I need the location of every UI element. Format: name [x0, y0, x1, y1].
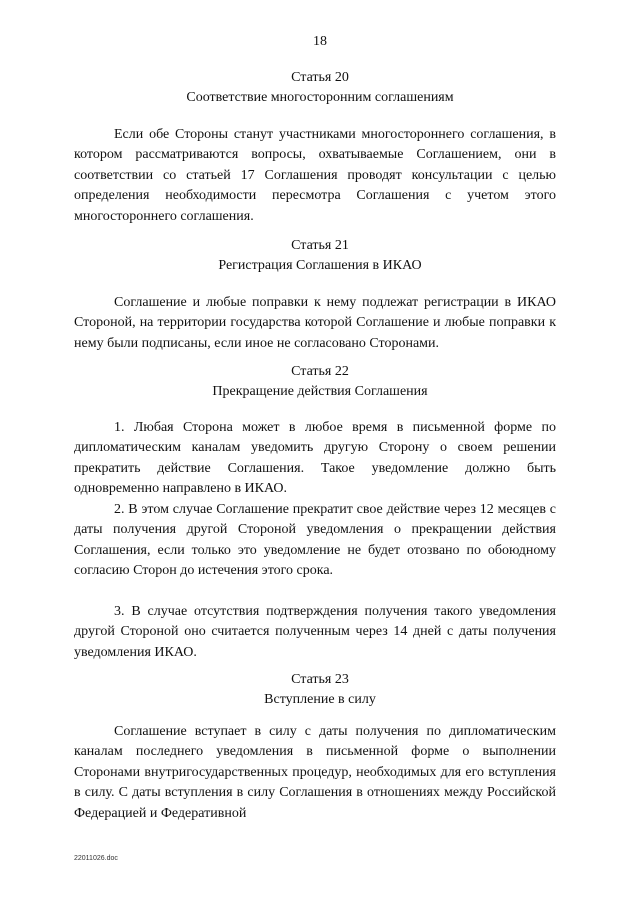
- article-20-number: Статья 20: [291, 70, 349, 85]
- article-22-paragraph-1: 1. Любая Сторона может в любое время в письменной форме по дипломатическим каналам уведомить другую Сторону о своем решении прекратить действие Соглашения. Такое уведомление должно быть одновременно направлено в ИКАО.: [74, 420, 556, 497]
- article-20-title: Соответствие многосторонним соглашениям: [186, 90, 454, 105]
- article-23-paragraph-1: Соглашение вступает в силу с даты получения по дипломатическим каналам последнего уведомления в письменной форме о выполнении Сторонами внутригосударственных процедур, необходимых для его вступления в силу. С даты вступления в силу Соглашения в отношениях между Российской Федерацией и Федеративной: [74, 724, 556, 821]
- article-21-number: Статья 21: [291, 238, 349, 253]
- article-21-paragraph-1: Соглашение и любые поправки к нему подлежат регистрации в ИКАО Стороной, на территории государства которой Соглашение и любые поправки к нему были подписаны, если иное не согласовано Сторонами.: [74, 295, 556, 351]
- article-22-paragraph-2: 2. В этом случае Соглашение прекратит свое действие через 12 месяцев с даты получения другой Стороной уведомления о прекращении действия Соглашения, если только это уведомление не будет отозвано по обоюдному согласию Сторон до истечения этого срока.: [74, 502, 556, 579]
- document-footer-filename: 22011026.doc: [74, 855, 118, 862]
- article-22-paragraph-3: 3. В случае отсутствия подтверждения получения такого уведомления другой Стороной оно считается полученным через 14 дней с даты получения уведомления ИКАО.: [74, 604, 556, 660]
- article-22-number: Статья 22: [291, 364, 349, 379]
- article-22-title: Прекращение действия Соглашения: [212, 384, 428, 399]
- page-number: 18: [313, 34, 327, 49]
- article-20-paragraph-1: Если обе Стороны станут участниками многостороннего соглашения, в котором рассматриваются вопросы, охватываемые Соглашением, они в соответствии со статьей 17 Соглашения проводят консультации с целью определения необходимости пересмотра Соглашения с учетом этого многостороннего соглашения.: [74, 127, 556, 224]
- article-23-title: Вступление в силу: [264, 692, 376, 707]
- article-23-number: Статья 23: [291, 672, 349, 687]
- article-21-title: Регистрация Соглашения в ИКАО: [218, 258, 422, 273]
